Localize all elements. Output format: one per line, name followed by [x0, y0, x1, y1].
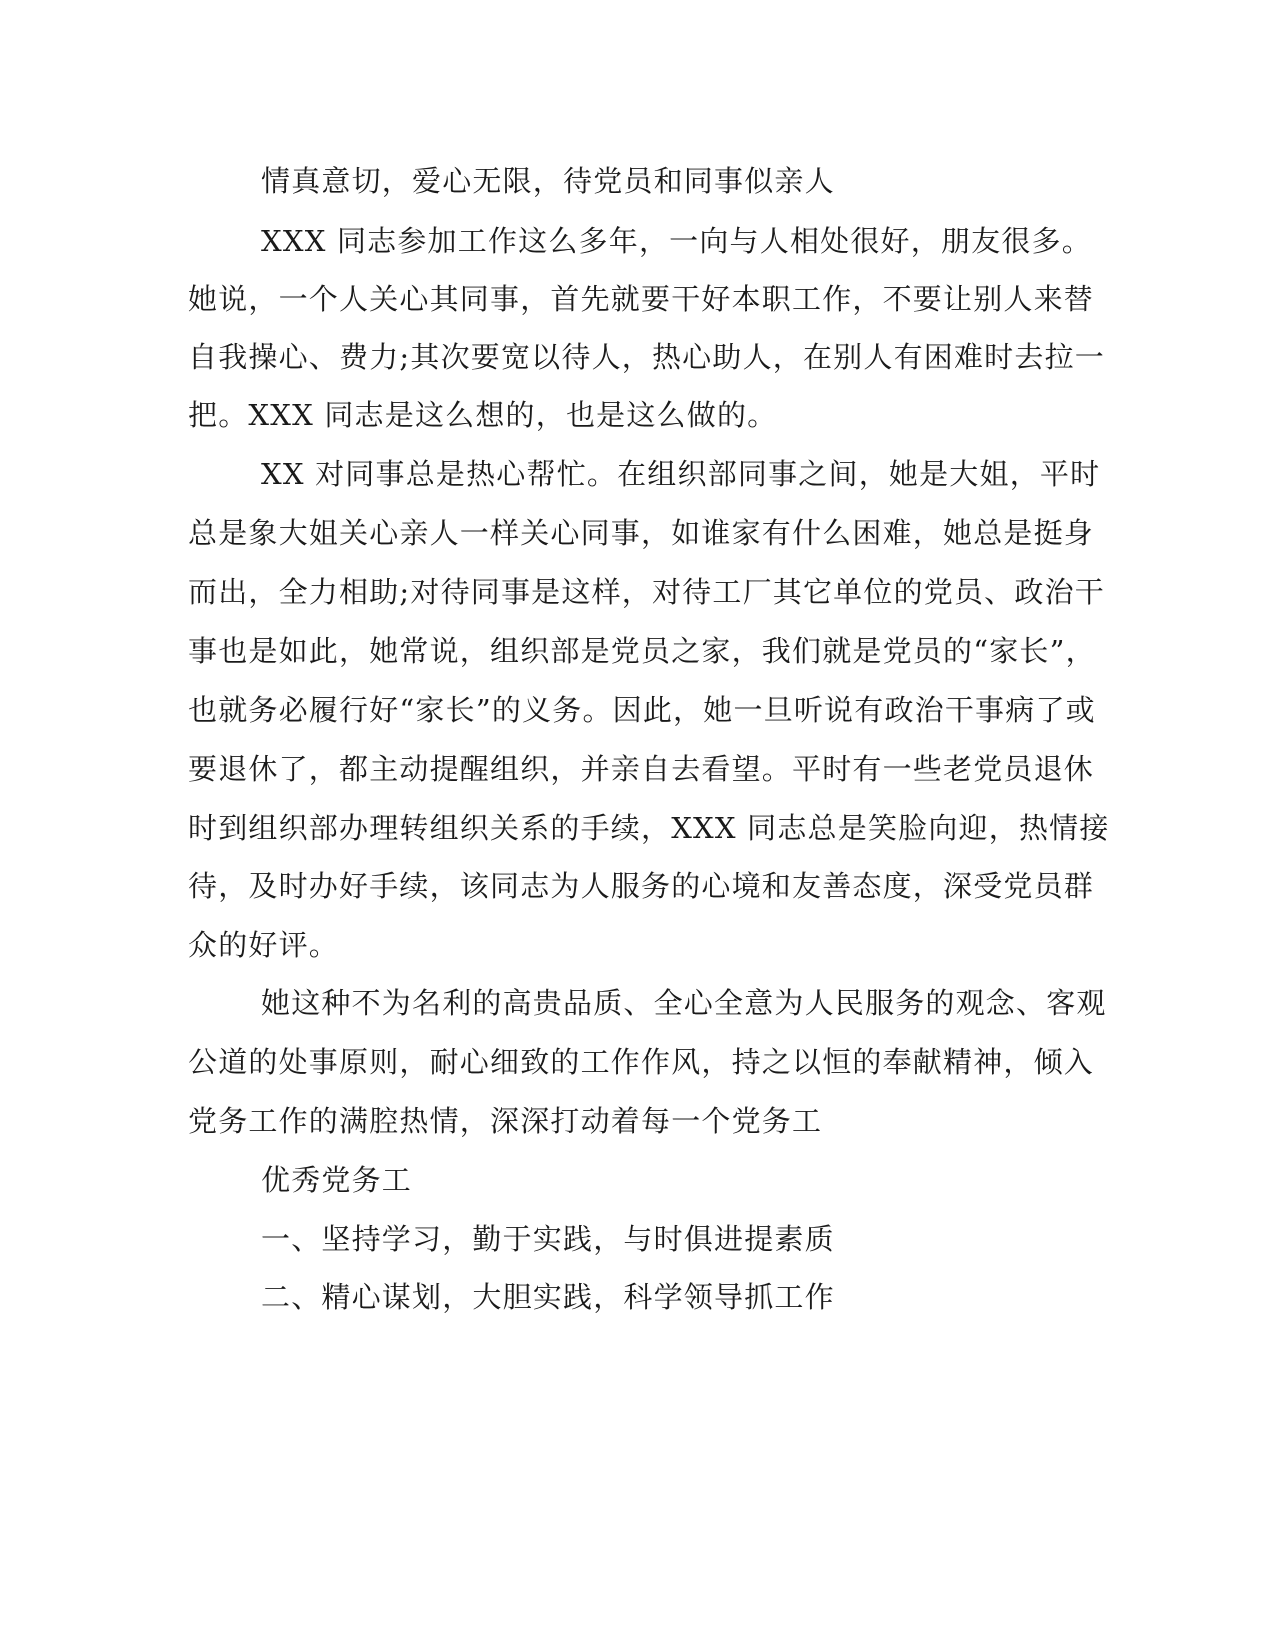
list-item: 一、坚持学习，勤于实践，与时俱进提素质 [261, 1222, 835, 1256]
paragraph-line: 总是象大姐关心亲人一样关心同事，如谁家有什么困难，她总是挺身 [188, 516, 1095, 550]
paragraph-line: 待，及时办好手续，该同志为人服务的心境和友善态度，深受党员群 [188, 869, 1095, 903]
paragraph-line: XX 对同事总是热心帮忙。在组织部同事之间，她是大姐，平时 [261, 457, 1101, 491]
paragraph-line: XXX 同志参加工作这么多年，一向与人相处很好，朋友很多。 [261, 224, 1092, 258]
paragraph-line: 也就务必履行好“家长”的义务。因此，她一旦听说有政治干事病了或 [188, 693, 1096, 727]
paragraph-line: 要退休了，都主动提醒组织，并亲自去看望。平时有一些老党员退休 [188, 752, 1095, 786]
paragraph-line: 时到组织部办理转组织关系的手续，XXX 同志总是笑脸向迎，热情接 [188, 811, 1110, 845]
list-item: 二、精心谋划，大胆实践，科学领导抓工作 [261, 1280, 835, 1314]
paragraph-line: 她说，一个人关心其同事，首先就要干好本职工作，不要让别人来替 [188, 282, 1095, 316]
paragraph-line: 党务工作的满腔热情，深深打动着每一个党务工 [188, 1104, 823, 1138]
section-heading: 情真意切，爱心无限，待党员和同事似亲人 [261, 164, 835, 198]
paragraph-line: 公道的处事原则，耐心细致的工作作风，持之以恒的奉献精神，倾入 [188, 1045, 1095, 1079]
paragraph-line: 而出，全力相助;对待同事是这样，对待工厂其它单位的党员、政治干 [188, 575, 1105, 609]
paragraph-line: 她这种不为名利的高贵品质、全心全意为人民服务的观念、客观 [261, 986, 1107, 1020]
paragraph-line: 事也是如此，她常说，组织部是党员之家，我们就是党员的“家长”， [188, 634, 1096, 668]
paragraph-line: 自我操心、费力;其次要宽以待人，热心助人，在别人有困难时去拉一 [188, 340, 1105, 374]
paragraph-line: 把。XXX 同志是这么想的，也是这么做的。 [188, 398, 778, 432]
paragraph-line: 众的好评。 [188, 928, 340, 962]
subheading: 优秀党务工 [261, 1163, 413, 1197]
